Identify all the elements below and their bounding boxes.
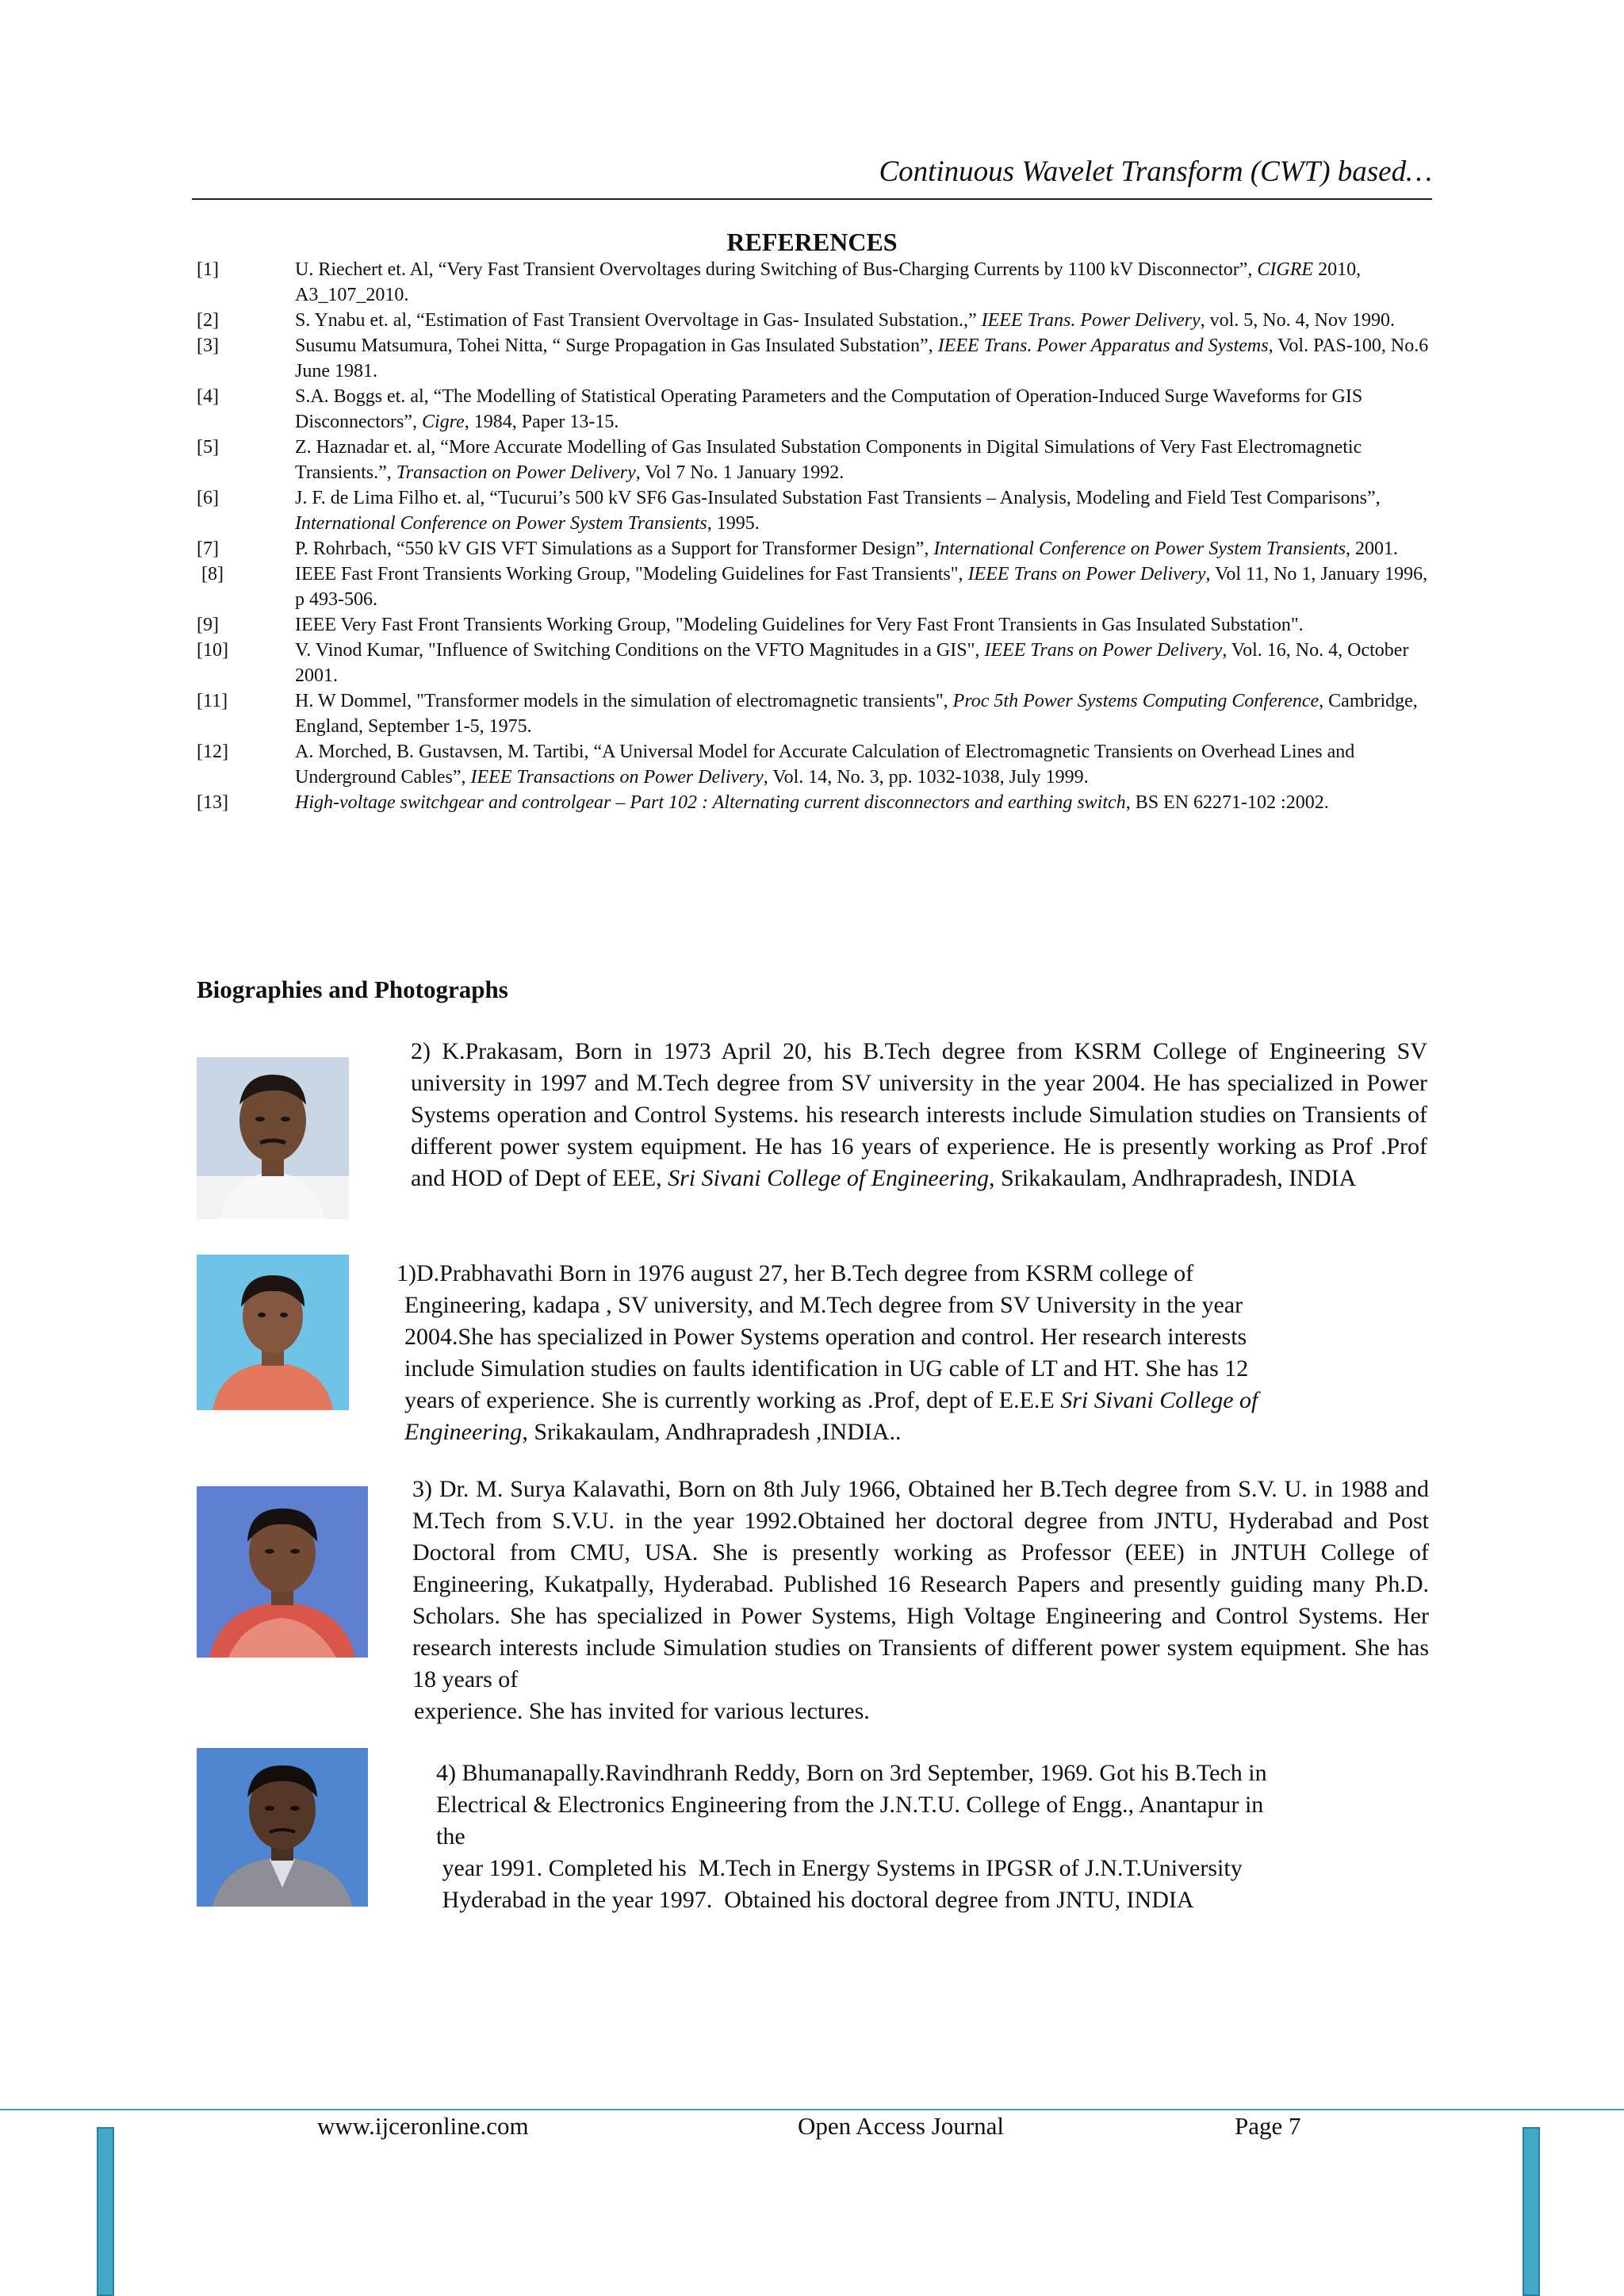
bio-reddy-line-1: 4) Bhumanapally.Ravindhranh Reddy, Born on 3rd September, 1969. Got his B.Tech in	[436, 1760, 1267, 1786]
reference-italic-segment: CIGRE	[1257, 259, 1314, 280]
reference-segment: , Vol. 14, No. 3, pp. 1032-1038, July 1999.	[763, 767, 1089, 788]
reference-number: [10]	[197, 640, 228, 661]
reference-item	[197, 384, 1434, 435]
reference-text	[295, 435, 1434, 485]
reference-segment: J. F. de Lima Filho et. al, “Tucurui’s 500 kV SF6 Gas-Insulated Substation Fast Transients – Analysis, Modeling and Field Test Comparisons”,	[295, 488, 1381, 508]
bio-kalavathi-last-line: experience. She has invited for various lectures.	[414, 1698, 870, 1724]
reference-item	[197, 485, 1434, 536]
reference-item	[197, 536, 1434, 562]
reference-item	[197, 562, 1434, 612]
photo-ravindhranh-reddy	[197, 1748, 368, 1907]
reference-italic-segment: International Conference on Power System Transients	[933, 539, 1346, 559]
reference-text	[295, 790, 1434, 815]
reference-segment: , Vol. PAS-100, No.6 June 1981.	[295, 335, 1429, 381]
reference-number: [11]	[197, 691, 228, 711]
reference-text	[295, 333, 1434, 384]
footer-site[interactable]: www.ijceronline.com	[317, 2112, 529, 2140]
reference-segment: , 1995.	[707, 513, 760, 534]
reference-italic-segment: Transaction on Power Delivery	[396, 462, 636, 483]
reference-segment: Susumu Matsumura, Tohei Nitta, “ Surge Propagation in Gas Insulated Substation”,	[295, 335, 938, 356]
footer-right-bar	[1522, 2127, 1540, 2296]
bio-reddy-line-4: year 1991. Completed his M.Tech in Energy Systems in IPGSR of J.N.T.University	[436, 1855, 1243, 1881]
photo-kalavathi	[197, 1486, 368, 1658]
references-heading: REFERENCES	[726, 228, 898, 256]
bio-prabhavathi-college-end: Engineering	[404, 1419, 523, 1445]
biographies-heading: Biographies and Photographs	[197, 976, 508, 1003]
reference-italic-segment: International Conference on Power System Transients	[295, 513, 707, 534]
running-title: Continuous Wavelet Transform (CWT) based…	[879, 155, 1432, 188]
reference-italic-segment: IEEE Transactions on Power Delivery	[470, 767, 764, 788]
reference-segment: S.A. Boggs et. al, “The Modelling of Statistical Operating Parameters and the Computation of Operation-Induced Surge Waveforms for GIS Disconnectors”,	[295, 386, 1363, 432]
bio-prakasam	[411, 1036, 1427, 1194]
bio-kalavathi	[412, 1474, 1429, 1727]
reference-number: [5]	[197, 437, 219, 458]
reference-number: [2]	[197, 310, 219, 331]
portrait-woman-1-icon	[197, 1255, 349, 1410]
reference-item	[197, 333, 1434, 384]
reference-item	[197, 257, 1434, 308]
reference-italic-segment: IEEE Trans. Power Delivery	[981, 310, 1201, 331]
reference-italic-segment: IEEE Trans on Power Delivery	[984, 640, 1223, 661]
footer-left-bar	[97, 2127, 114, 2296]
bio-prabhavathi-line-3: 2004.She has specialized in Power Systems operation and control. Her research interests	[404, 1324, 1247, 1350]
reference-segment: , BS EN 62271-102 :2002.	[1125, 792, 1329, 813]
reference-item	[197, 612, 1434, 638]
bio-prabhavathi-line-2: Engineering, kadapa , SV university, and M.Tech degree from SV University in the year	[404, 1292, 1243, 1318]
reference-italic-segment: High-voltage switchgear and controlgear – Part 102 : Alternating current disconnectors and earthing switch	[295, 792, 1126, 813]
reference-segment: , Vol 7 No. 1 January 1992.	[635, 462, 845, 483]
reference-segment: Z. Haznadar et. al, “More Accurate Modelling of Gas Insulated Substation Components in Digital Simulations of Very Fast Electromagnetic Transients.”,	[295, 437, 1362, 483]
reference-item	[197, 688, 1434, 739]
reference-item	[197, 435, 1434, 485]
portrait-man-1-icon	[197, 1057, 349, 1219]
reference-text	[295, 638, 1434, 688]
reference-number: [9]	[197, 615, 219, 635]
reference-italic-segment: Cigre	[421, 412, 465, 432]
reference-item	[197, 638, 1434, 688]
footer-page-number: Page 7	[1235, 2112, 1301, 2140]
bio-prabhavathi-college: Sri Sivani College of	[1060, 1387, 1258, 1413]
reference-text	[295, 384, 1434, 435]
reference-italic-segment: IEEE Trans. Power Apparatus and Systems	[937, 335, 1269, 356]
reference-number: [12]	[197, 742, 228, 762]
bio-reddy-line-2: Electrical & Electronics Engineering from the J.N.T.U. College of Engg., Anantapur in	[436, 1792, 1264, 1818]
reference-italic-segment: IEEE Trans on Power Delivery	[967, 564, 1206, 585]
bio-prakasam-college: Sri Sivani College of Engineering	[668, 1165, 990, 1191]
bio-reddy-line-5: Hyderabad in the year 1997. Obtained his doctoral degree from JNTU, INDIA	[436, 1887, 1194, 1913]
reference-segment: IEEE Fast Front Transients Working Group, "Modeling Guidelines for Fast Transients",	[295, 564, 968, 585]
running-head	[192, 152, 1432, 200]
reference-text	[295, 612, 1434, 638]
bio-prakasam-location: , Srikakaulam, Andhrapradesh, INDIA	[989, 1165, 1357, 1191]
reference-number: [8]	[197, 564, 224, 585]
reference-text	[295, 536, 1434, 562]
reference-number: [3]	[197, 335, 219, 356]
reference-segment: IEEE Very Fast Front Transients Working Group, "Modeling Guidelines for Very Fast Front Transients in Gas Insulated Substation".	[295, 615, 1304, 635]
photo-prakasam	[197, 1057, 349, 1219]
reference-segment: , vol. 5, No. 4, Nov 1990.	[1200, 310, 1395, 331]
reference-segment: , Vol 11, No 1, January 1996, p 493-506.	[295, 564, 1428, 610]
bio-prabhavathi-location: , Srikakaulam, Andhrapradesh ,INDIA..	[522, 1419, 902, 1445]
bio-prakasam-text: 2) K.Prakasam, Born in 1973 April 20, his B.Tech degree from KSRM College of Engineering SV university in 1997 and M.Tech degree from SV university in the year 2004. He has specialized in Power Systems operation and Control Systems. his research interests include Simulation studies on Transients of different power system equipment. He has 16 years of experience. He is presently working as Prof .Prof and HOD of Dept of EEE,	[411, 1038, 1427, 1191]
reference-italic-segment: Proc 5th Power Systems Computing Conference	[952, 691, 1320, 711]
reference-segment: , 2001.	[1346, 539, 1399, 559]
bio-reddy-line-3: the	[436, 1823, 465, 1849]
reference-segment: U. Riechert et. Al, “Very Fast Transient Overvoltages during Switching of Bus-Charging Currents by 1100 kV Disconnector”,	[295, 259, 1258, 280]
reference-text	[295, 688, 1434, 739]
reference-segment: A. Morched, B. Gustavsen, M. Tartibi, “A Universal Model for Accurate Calculation of Electromagnetic Transients on Overhead Lines and Underground Cables”,	[295, 742, 1355, 788]
bio-ravindhranh-reddy	[436, 1757, 1443, 1916]
footer-journal: Open Access Journal	[798, 2112, 1004, 2140]
reference-number: [13]	[197, 792, 228, 813]
bio-prabhavathi	[396, 1258, 1443, 1448]
reference-item	[197, 790, 1434, 815]
reference-segment: , Cambridge, England, September 1-5, 1975.	[295, 691, 1418, 737]
reference-list	[197, 257, 1434, 815]
bio-prabhavathi-line-5: years of experience. She is currently working as .Prof, dept of E.E.E	[404, 1387, 1061, 1413]
reference-item	[197, 308, 1434, 333]
reference-segment: P. Rohrbach, “550 kV GIS VFT Simulations as a Support for Transformer Design”,	[295, 539, 934, 559]
reference-text	[295, 739, 1434, 790]
bio-prabhavathi-line-1: 1)D.Prabhavathi Born in 1976 august 27, her B.Tech degree from KSRM college of	[396, 1260, 1194, 1286]
reference-number: [1]	[197, 259, 219, 280]
reference-number: [6]	[197, 488, 219, 508]
reference-segment: H. W Dommel, "Transformer models in the simulation of electromagnetic transients",	[295, 691, 953, 711]
reference-number: [7]	[197, 539, 219, 559]
photo-prabhavathi	[197, 1255, 349, 1410]
reference-segment: , Vol. 16, No. 4, October 2001.	[295, 640, 1409, 686]
bio-kalavathi-text: 3) Dr. M. Surya Kalavathi, Born on 8th July 1966, Obtained her B.Tech degree from S.V. U. in 1988 and M.Tech from S.V.U. in the year 1992.Obtained her doctoral degree from JNTU, Hyderabad and Post Doctoral from CMU, USA. She is presently working as Professor (EEE) in JNTUH College of Engineering, Kukatpally, Hyderabad. Published 16 Research Papers and presently guiding many Ph.D. Scholars. She has specialized in Power Systems, High Voltage Engineering and Control Systems. Her research interests include Simulation studies on Transients of different power system equipment. She has 18 years of	[412, 1476, 1429, 1692]
reference-text	[295, 308, 1434, 333]
bio-prabhavathi-line-4: include Simulation studies on faults identification in UG cable of LT and HT. She has 12	[404, 1355, 1249, 1382]
reference-item	[197, 739, 1434, 790]
portrait-woman-2-icon	[197, 1486, 368, 1658]
reference-text	[295, 485, 1434, 536]
reference-segment: V. Vinod Kumar, "Influence of Switching Conditions on the VFTO Magnitudes in a GIS",	[295, 640, 985, 661]
reference-text	[295, 562, 1434, 612]
reference-number: [4]	[197, 386, 219, 407]
portrait-man-2-icon	[197, 1748, 368, 1907]
reference-text	[295, 257, 1434, 308]
reference-segment: S. Ynabu et. al, “Estimation of Fast Transient Overvoltage in Gas- Insulated Substation.,”	[295, 310, 982, 331]
reference-segment: 2010, A3_107_2010.	[295, 259, 1362, 305]
reference-segment: , 1984, Paper 13-15.	[464, 412, 619, 432]
